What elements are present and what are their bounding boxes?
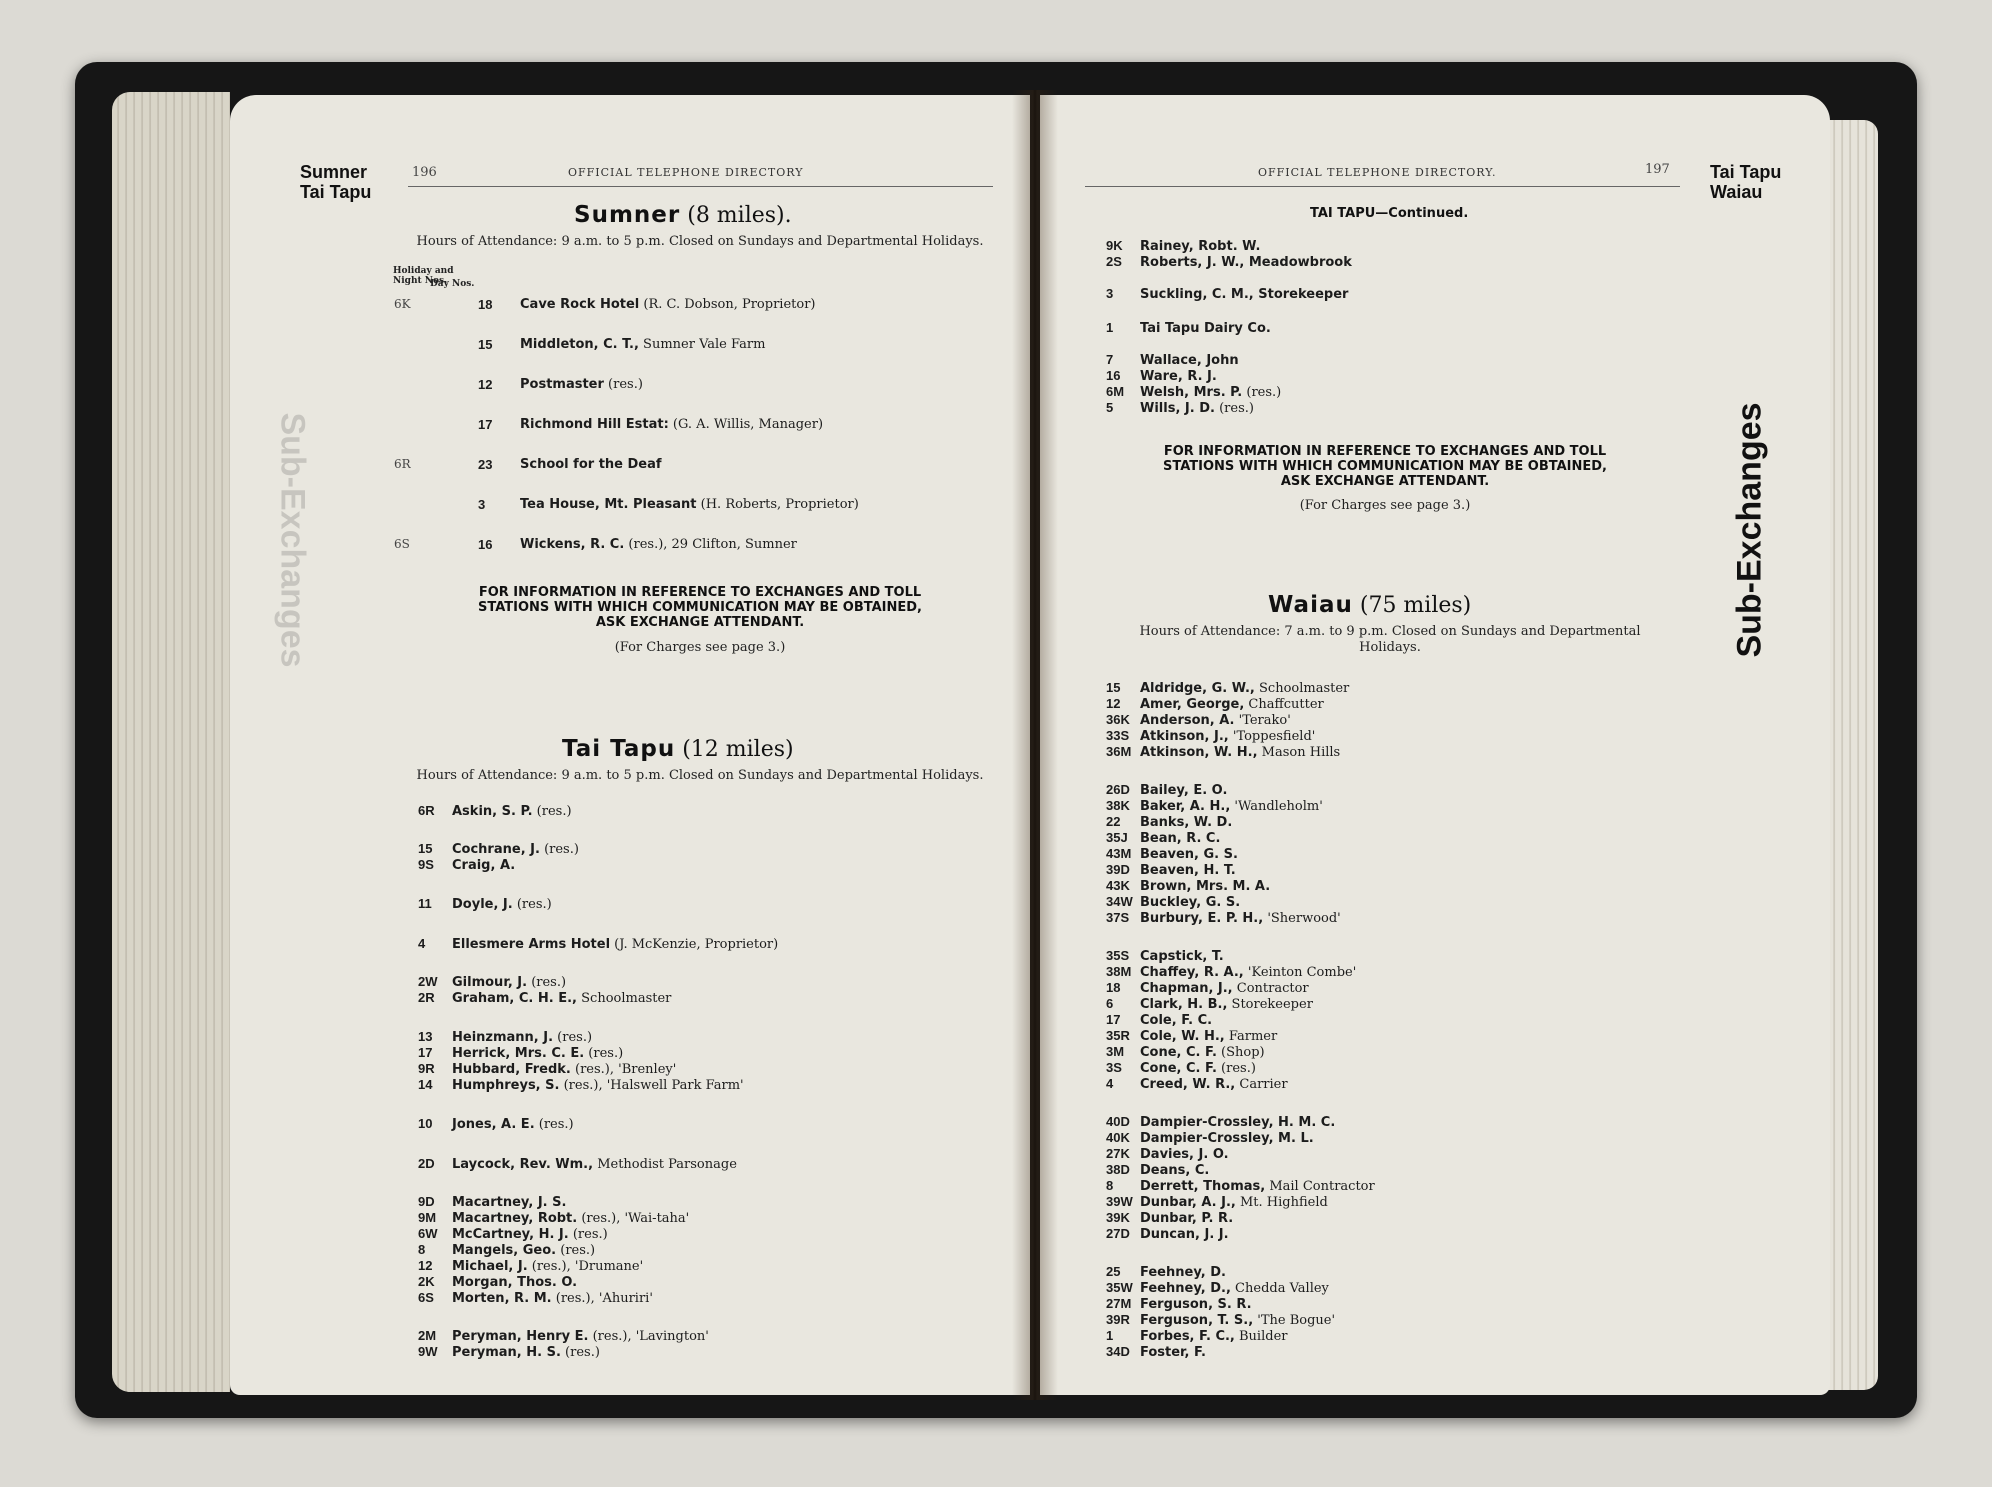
subscriber-name: Wills, J. D. — [1140, 401, 1215, 416]
thumb-line: Sumner — [300, 162, 368, 182]
running-header: OFFICIAL TELEPHONE DIRECTORY — [568, 166, 804, 179]
directory-entry — [1106, 680, 1349, 696]
phone-number: 8 — [1106, 1178, 1114, 1193]
subscriber-name: Roberts, J. W., Meadowbrook — [1140, 255, 1352, 270]
thumb-line: Tai Tapu — [1710, 162, 1782, 182]
subscriber-detail: Sumner Vale Farm — [638, 337, 766, 352]
directory-entry — [1106, 1194, 1328, 1210]
subscriber-detail: Methodist Parsonage — [593, 1157, 737, 1172]
subscriber-detail: (J. McKenzie, Proprietor) — [610, 937, 779, 952]
directory-entry — [1106, 1114, 1335, 1130]
subscriber-name: Cochrane, J. — [452, 842, 540, 857]
day-number: 3 — [478, 497, 486, 512]
directory-entry — [1106, 894, 1240, 910]
subscriber-name: Peryman, Henry E. — [452, 1329, 589, 1344]
directory-entry — [1106, 1028, 1277, 1044]
phone-number: 3M — [1106, 1044, 1125, 1059]
phone-number: 13 — [418, 1029, 433, 1044]
thumb-line: Tai Tapu — [300, 182, 372, 202]
directory-entry — [1106, 1226, 1229, 1242]
subscriber-name: Bean, R. C. — [1140, 831, 1221, 846]
subscriber-name: Suckling, C. M., Storekeeper — [1140, 287, 1349, 302]
continued-subtitle: TAI TAPU—Continued. — [1310, 206, 1469, 221]
subscriber-detail: (res.) — [603, 377, 643, 392]
subscriber-name: Cone, C. F. — [1140, 1045, 1217, 1060]
directory-entry — [1106, 238, 1260, 254]
phone-number: 14 — [418, 1077, 433, 1092]
subscriber-detail: (res.), 'Wai-taha' — [577, 1211, 690, 1226]
subscriber-detail: (res.), 29 Clifton, Sumner — [624, 537, 797, 552]
subscriber-name: Tai Tapu Dairy Co. — [1140, 321, 1271, 336]
directory-entry — [1106, 830, 1220, 846]
subscriber-detail: (res.), 'Brenley' — [570, 1062, 677, 1077]
phone-number: 15 — [418, 841, 433, 856]
directory-entry — [418, 1077, 744, 1093]
phone-number: 40K — [1106, 1130, 1130, 1145]
directory-entry — [418, 1210, 689, 1226]
phone-number: 25 — [1106, 1264, 1121, 1279]
directory-entry — [418, 1242, 595, 1258]
phone-number: 2W — [418, 974, 438, 989]
directory-entry — [1106, 320, 1271, 336]
phone-number: 2S — [1106, 254, 1122, 269]
subscriber-name: Rainey, Robt. W. — [1140, 239, 1261, 254]
subscriber-name: Laycock, Rev. Wm., — [452, 1157, 594, 1172]
subscriber-name: Dampier-Crossley, H. M. C. — [1140, 1115, 1336, 1130]
subscriber-name: Middleton, C. T., — [520, 337, 639, 352]
directory-entry — [1106, 948, 1224, 964]
subscriber-detail: (res.), 'Drumane' — [527, 1259, 644, 1274]
subscriber-name: Cave Rock Hotel — [520, 297, 640, 312]
subscriber-name: Brown, Mrs. M. A. — [1140, 879, 1271, 894]
directory-entry — [1106, 964, 1356, 980]
subscriber-name: Feehney, D., — [1140, 1281, 1231, 1296]
phone-number: 17 — [1106, 1012, 1121, 1027]
subscriber-name: Morgan, Thos. O. — [452, 1275, 578, 1290]
phone-number: 38M — [1106, 964, 1132, 979]
subscriber-detail: (res.) — [532, 804, 572, 819]
subscriber-detail: Schoolmaster — [1254, 681, 1350, 696]
phone-number: 16 — [1106, 368, 1121, 383]
subscriber-name: Wallace, John — [1140, 353, 1239, 368]
subscriber-detail: Mason Hills — [1257, 745, 1341, 760]
hours-tai-tapu: Hours of Attendance: 9 a.m. to 5 p.m. Closed on Sundays and Departmental Holidays. — [416, 768, 984, 783]
day-number: 17 — [478, 417, 493, 432]
thumb-line: Waiau — [1710, 182, 1763, 202]
subscriber-name: Jones, A. E. — [452, 1117, 535, 1132]
column-header: Day Nos. — [430, 279, 475, 289]
subscriber-name: Derrett, Thomas, — [1140, 1179, 1266, 1194]
subscriber-name: Atkinson, W. H., — [1140, 745, 1258, 760]
subscriber-name: Chaffey, R. A., — [1140, 965, 1244, 980]
exchange-notice: FOR INFORMATION IN REFERENCE TO EXCHANGES AND TOLL STATIONS WITH WHICH COMMUNICATION MAY BE OBTAINED, ASK EXCHANGE ATTENDANT. — [1163, 444, 1607, 489]
directory-entry — [1106, 1130, 1314, 1146]
phone-number: 3S — [1106, 1060, 1122, 1075]
subscriber-detail: (res.) — [560, 1345, 600, 1360]
phone-number: 6S — [418, 1290, 434, 1305]
phone-number: 1 — [1106, 320, 1114, 335]
phone-number: 35J — [1106, 830, 1128, 845]
subscriber-name: Dampier-Crossley, M. L. — [1140, 1131, 1314, 1146]
subscriber-detail: 'Wandleholm' — [1230, 799, 1323, 814]
phone-number: 2K — [418, 1274, 435, 1289]
subscriber-name: Ware, R. J. — [1140, 369, 1217, 384]
phone-number: 35R — [1106, 1028, 1130, 1043]
phone-number: 9M — [418, 1210, 437, 1225]
phone-number: 43M — [1106, 846, 1132, 861]
subscriber-detail: Schoolmaster — [577, 991, 672, 1006]
directory-entry — [1106, 1344, 1206, 1360]
subscriber-detail: (res.), 'Halswell Park Farm' — [559, 1078, 744, 1093]
phone-number: 12 — [1106, 696, 1121, 711]
phone-number: 40D — [1106, 1114, 1130, 1129]
phone-number: 1 — [1106, 1328, 1114, 1343]
subscriber-name: Banks, W. D. — [1140, 815, 1233, 830]
phone-number: 27M — [1106, 1296, 1132, 1311]
subscriber-detail: (R. C. Dobson, Proprietor) — [639, 297, 816, 312]
subscriber-name: Morten, R. M. — [452, 1291, 552, 1306]
subscriber-name: Capstick, T. — [1140, 949, 1224, 964]
phone-number: 36K — [1106, 712, 1130, 727]
directory-entry — [1106, 798, 1323, 814]
exchange-notice: FOR INFORMATION IN REFERENCE TO EXCHANGES AND TOLL STATIONS WITH WHICH COMMUNICATION MAY BE OBTAINED, ASK EXCHANGE ATTENDANT. — [478, 585, 922, 630]
subscriber-detail: (res.) — [556, 1243, 596, 1258]
subscriber-detail: (res.) — [1216, 1061, 1256, 1076]
day-number: 16 — [478, 537, 493, 552]
subscriber-detail: 'Terako' — [1234, 713, 1291, 728]
directory-entry — [418, 1156, 737, 1172]
subscriber-name: Postmaster — [520, 377, 604, 392]
subscriber-detail: Mt. Highfield — [1235, 1195, 1328, 1210]
day-number: 18 — [478, 297, 493, 312]
subscriber-detail: (res.) — [553, 1030, 593, 1045]
subscriber-detail: (res.) — [527, 975, 567, 990]
directory-entry — [418, 1274, 577, 1290]
phone-number: 39R — [1106, 1312, 1130, 1327]
phone-number: 17 — [418, 1045, 433, 1060]
section-title-tai-tapu: Tai Tapu (12 miles) — [562, 736, 794, 762]
subscriber-name: Aldridge, G. W., — [1140, 681, 1255, 696]
subscriber-detail: Mail Contractor — [1265, 1179, 1375, 1194]
subscriber-name: Heinzmann, J. — [452, 1030, 554, 1045]
phone-number: 34D — [1106, 1344, 1130, 1359]
subscriber-detail: Chedda Valley — [1230, 1281, 1329, 1296]
directory-entry — [1106, 878, 1270, 894]
section-tab: Sub-Exchanges — [1730, 402, 1769, 658]
day-number: 15 — [478, 337, 493, 352]
subscriber-name: Amer, George, — [1140, 697, 1245, 712]
phone-number: 39K — [1106, 1210, 1130, 1225]
directory-entry — [418, 896, 552, 912]
subscriber-name: Tea House, Mt. Pleasant — [520, 497, 697, 512]
directory-entry — [418, 1328, 709, 1344]
subscriber-name: Dunbar, P. R. — [1140, 1211, 1234, 1226]
phone-number: 6W — [418, 1226, 438, 1241]
directory-entry — [1106, 384, 1281, 400]
subscriber-detail: (G. A. Willis, Manager) — [668, 417, 824, 432]
directory-entry — [1106, 814, 1232, 830]
phone-number: 34W — [1106, 894, 1133, 909]
day-number: 23 — [478, 457, 493, 472]
directory-entry — [1106, 1296, 1252, 1312]
subscriber-name: Atkinson, J., — [1140, 729, 1229, 744]
directory-entry — [1106, 352, 1239, 368]
charges-note: (For Charges see page 3.) — [614, 640, 786, 655]
subscriber-name: Forbes, F. C., — [1140, 1329, 1235, 1344]
subscriber-name: McCartney, H. J. — [452, 1227, 569, 1242]
subscriber-name: Doyle, J. — [452, 897, 513, 912]
subscriber-name: Duncan, J. J. — [1140, 1227, 1229, 1242]
subscriber-detail: (res.) — [1214, 401, 1254, 416]
phone-number: 6M — [1106, 384, 1125, 399]
directory-entry — [418, 990, 671, 1006]
subscriber-name: Dunbar, A. J., — [1140, 1195, 1236, 1210]
directory-entry — [418, 1290, 653, 1306]
directory-entry — [1106, 1044, 1265, 1060]
subscriber-name: Michael, J. — [452, 1259, 528, 1274]
subscriber-name: Bailey, E. O. — [1140, 783, 1228, 798]
ghost-show-through-tab: Sub-Exchanges — [273, 412, 312, 668]
directory-entry — [1106, 1178, 1375, 1194]
phone-number: 5 — [1106, 400, 1114, 415]
directory-entry — [1106, 980, 1309, 996]
book-gutter — [1012, 90, 1058, 1400]
directory-entry — [418, 1194, 566, 1210]
subscriber-detail: 'Keinton Combe' — [1243, 965, 1357, 980]
subscriber-name: Macartney, Robt. — [452, 1211, 578, 1226]
subscriber-detail: (H. Roberts, Proprietor) — [696, 497, 859, 512]
hours-waiau: Hours of Attendance: 7 a.m. to 9 p.m. Closed on Sundays and Departmental Holidays. — [1139, 624, 1641, 655]
directory-entry — [418, 803, 572, 819]
directory-entry — [1106, 368, 1217, 384]
section-title-waiau: Waiau (75 miles) — [1268, 592, 1472, 618]
phone-number: 2M — [418, 1328, 437, 1343]
phone-number: 27D — [1106, 1226, 1130, 1241]
subscriber-name: Feehney, D. — [1140, 1265, 1226, 1280]
phone-number: 6R — [418, 803, 435, 818]
phone-number: 9D — [418, 1194, 435, 1209]
subscriber-detail: (res.) — [512, 897, 552, 912]
directory-entry — [1106, 400, 1254, 416]
directory-entry — [1106, 1312, 1335, 1328]
subscriber-detail: 'The Bogue' — [1253, 1313, 1336, 1328]
page-number: 197 — [1645, 162, 1670, 177]
page-edges-left — [112, 92, 230, 1392]
subscriber-detail: Builder — [1234, 1329, 1288, 1344]
thumb-index-right — [1710, 162, 1781, 202]
subscriber-name: Creed, W. R., — [1140, 1077, 1236, 1092]
subscriber-name: School for the Deaf — [520, 457, 662, 472]
subscriber-detail: Carrier — [1235, 1077, 1288, 1092]
section-title-sumner: Sumner (8 miles). — [574, 202, 792, 228]
subscriber-name: Cone, C. F. — [1140, 1061, 1217, 1076]
directory-entry — [418, 1258, 643, 1274]
phone-number: 8 — [418, 1242, 426, 1257]
phone-number: 11 — [418, 896, 432, 911]
subscriber-detail: (res.) — [568, 1227, 608, 1242]
subscriber-detail: Storekeeper — [1227, 997, 1313, 1012]
subscriber-name: Chapman, J., — [1140, 981, 1233, 996]
directory-entry — [1106, 1328, 1287, 1344]
directory-entry — [418, 1061, 676, 1077]
subscriber-name: Craig, A. — [452, 858, 516, 873]
directory-entry — [1106, 1280, 1329, 1296]
directory-entry — [418, 1116, 574, 1132]
directory-entry — [1106, 1076, 1288, 1092]
directory-entry — [1106, 846, 1238, 862]
subscriber-name: Ferguson, S. R. — [1140, 1297, 1252, 1312]
subscriber-detail: (res.), 'Lavington' — [588, 1329, 709, 1344]
column-header: Holiday and Night Nos. — [393, 266, 454, 286]
phone-number: 6 — [1106, 996, 1114, 1011]
phone-number: 33S — [1106, 728, 1130, 743]
subscriber-name: Graham, C. H. E., — [452, 991, 577, 1006]
subscriber-name: Baker, A. H., — [1140, 799, 1231, 814]
phone-number: 7 — [1106, 352, 1114, 367]
subscriber-name: Beaven, H. T. — [1140, 863, 1236, 878]
directory-entry — [1106, 996, 1313, 1012]
subscriber-name: Davies, J. O. — [1140, 1147, 1229, 1162]
directory-entry — [1106, 1162, 1209, 1178]
phone-number: 35W — [1106, 1280, 1133, 1295]
subscriber-name: Anderson, A. — [1140, 713, 1235, 728]
charges-note: (For Charges see page 3.) — [1299, 498, 1471, 513]
subscriber-name: Gilmour, J. — [452, 975, 528, 990]
directory-entry — [418, 1045, 623, 1061]
directory-entry — [1106, 1012, 1212, 1028]
subscriber-name: Cole, F. C. — [1140, 1013, 1213, 1028]
subscriber-detail: 'Sherwood' — [1263, 911, 1341, 926]
subscriber-detail: (res.) — [584, 1046, 624, 1061]
subscriber-detail: (res.) — [534, 1117, 574, 1132]
night-number: 6S — [394, 537, 410, 551]
phone-number: 36M — [1106, 744, 1132, 759]
phone-number: 18 — [1106, 980, 1121, 995]
phone-number: 22 — [1106, 814, 1121, 829]
subscriber-name: Peryman, H. S. — [452, 1345, 561, 1360]
phone-number: 9R — [418, 1061, 435, 1076]
phone-number: 37S — [1106, 910, 1130, 925]
directory-entry — [418, 1226, 608, 1242]
phone-number: 38D — [1106, 1162, 1130, 1177]
directory-entry — [1106, 254, 1352, 270]
phone-number: 26D — [1106, 782, 1130, 797]
subscriber-name: Welsh, Mrs. P. — [1140, 385, 1243, 400]
subscriber-name: Herrick, Mrs. C. E. — [452, 1046, 585, 1061]
phone-number: 35S — [1106, 948, 1130, 963]
subscriber-name: Beaven, G. S. — [1140, 847, 1238, 862]
header-rule — [408, 186, 993, 187]
directory-entry — [418, 974, 566, 990]
directory-entry — [1106, 782, 1227, 798]
subscriber-detail: (Shop) — [1216, 1045, 1265, 1060]
subscriber-name: Mangels, Geo. — [452, 1243, 557, 1258]
header-rule — [1085, 186, 1680, 187]
directory-entry — [1106, 728, 1315, 744]
directory-entry — [1106, 1264, 1226, 1280]
directory-entry — [1106, 744, 1340, 760]
phone-number: 15 — [1106, 680, 1121, 695]
phone-number: 3 — [1106, 286, 1114, 301]
directory-entry — [1106, 1060, 1256, 1076]
running-header: OFFICIAL TELEPHONE DIRECTORY. — [1258, 166, 1497, 179]
subscriber-name: Humphreys, S. — [452, 1078, 560, 1093]
subscriber-name: Clark, H. B., — [1140, 997, 1228, 1012]
phone-number: 43K — [1106, 878, 1130, 893]
phone-number: 4 — [418, 936, 426, 951]
phone-number: 9K — [1106, 238, 1123, 253]
phone-number: 38K — [1106, 798, 1130, 813]
directory-entry — [1106, 712, 1291, 728]
phone-number: 2R — [418, 990, 435, 1005]
subscriber-name: Wickens, R. C. — [520, 537, 625, 552]
subscriber-name: Buckley, G. S. — [1140, 895, 1241, 910]
directory-entry — [1106, 862, 1236, 878]
directory-entry — [418, 936, 778, 952]
directory-entry — [418, 841, 579, 857]
subscriber-name: Foster, F. — [1140, 1345, 1206, 1360]
directory-entry — [1106, 286, 1348, 302]
subscriber-detail: 'Toppesfield' — [1228, 729, 1316, 744]
night-number: 6K — [394, 297, 411, 311]
night-number: 6R — [394, 457, 411, 471]
subscriber-name: Richmond Hill Estat: — [520, 417, 669, 432]
phone-number: 9S — [418, 857, 434, 872]
subscriber-detail: Contractor — [1232, 981, 1309, 996]
directory-entry — [1106, 910, 1341, 926]
subscriber-name: Ellesmere Arms Hotel — [452, 937, 611, 952]
phone-number: 9W — [418, 1344, 438, 1359]
subscriber-detail: Farmer — [1224, 1029, 1278, 1044]
subscriber-detail: (res.) — [539, 842, 579, 857]
phone-number: 12 — [418, 1258, 433, 1273]
phone-number: 39D — [1106, 862, 1130, 877]
subscriber-name: Burbury, E. P. H., — [1140, 911, 1264, 926]
subscriber-detail: Chaffcutter — [1244, 697, 1324, 712]
page-number: 196 — [412, 165, 437, 180]
day-number: 12 — [478, 377, 493, 392]
thumb-index-left — [300, 162, 371, 202]
subscriber-name: Askin, S. P. — [452, 804, 533, 819]
subscriber-name: Hubbard, Fredk. — [452, 1062, 571, 1077]
directory-entry — [1106, 1210, 1233, 1226]
phone-number: 10 — [418, 1116, 433, 1131]
phone-number: 39W — [1106, 1194, 1133, 1209]
directory-entry — [418, 857, 515, 873]
subscriber-name: Ferguson, T. S., — [1140, 1313, 1254, 1328]
phone-number: 2D — [418, 1156, 435, 1171]
directory-entry — [418, 1344, 600, 1360]
subscriber-detail: (res.), 'Ahuriri' — [551, 1291, 653, 1306]
directory-entry — [1106, 696, 1324, 712]
directory-entry — [1106, 1146, 1229, 1162]
directory-entry — [418, 1029, 592, 1045]
subscriber-name: Cole, W. H., — [1140, 1029, 1225, 1044]
hours-sumner: Hours of Attendance: 9 a.m. to 5 p.m. Closed on Sundays and Departmental Holidays. — [416, 234, 984, 249]
phone-number: 4 — [1106, 1076, 1114, 1091]
subscriber-name: Macartney, J. S. — [452, 1195, 567, 1210]
subscriber-name: Deans, C. — [1140, 1163, 1210, 1178]
phone-number: 27K — [1106, 1146, 1130, 1161]
subscriber-detail: (res.) — [1242, 385, 1282, 400]
